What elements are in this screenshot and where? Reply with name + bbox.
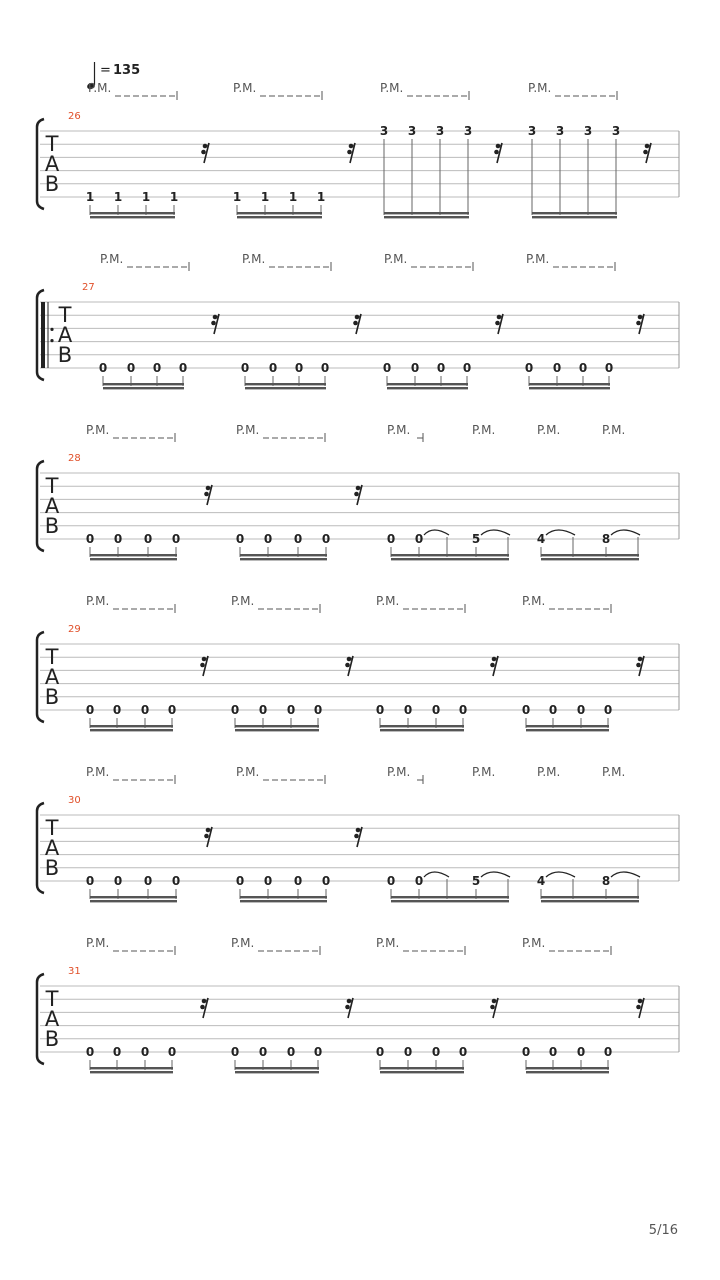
- fret-number: 1: [141, 190, 151, 204]
- fret-number: 0: [263, 874, 273, 888]
- fret-number: 0: [521, 1045, 531, 1059]
- repeat-dot: [50, 328, 53, 331]
- tab-clef-letter: B: [44, 172, 60, 196]
- beam: [103, 387, 184, 389]
- palm-mute-label: P.M.: [100, 252, 124, 266]
- palm-mute-label: P.M.: [231, 936, 255, 950]
- fret-number: 0: [313, 703, 323, 717]
- fret-number: 0: [552, 361, 562, 375]
- fret-number: 0: [126, 361, 136, 375]
- tab-clef-letter: A: [44, 494, 60, 518]
- sixteenth-rest-icon: [490, 656, 498, 676]
- beam: [391, 554, 509, 556]
- palm-mute-label: P.M.: [526, 252, 550, 266]
- beam: [237, 216, 322, 218]
- tab-clef-letter: B: [44, 1027, 60, 1051]
- palm-mute-label: P.M.: [528, 81, 552, 95]
- fret-number: 0: [293, 532, 303, 546]
- fret-number: 0: [576, 1045, 586, 1059]
- sixteenth-rest-icon: [490, 998, 498, 1018]
- tempo-bpm: 135: [113, 63, 141, 78]
- beam: [235, 1071, 319, 1073]
- beam: [90, 216, 175, 218]
- measure-number: 29: [68, 624, 81, 635]
- fret-number: 0: [386, 532, 396, 546]
- rest-flag: [494, 150, 499, 155]
- rest-flag: [353, 321, 358, 326]
- tie-arc: [611, 872, 640, 877]
- tie-arc: [546, 530, 575, 535]
- fret-number: 0: [410, 361, 420, 375]
- tab-system: [37, 936, 679, 1073]
- beam: [526, 725, 609, 727]
- beam: [384, 216, 469, 218]
- beam: [541, 900, 639, 902]
- fret-number: 0: [286, 703, 296, 717]
- sixteenth-rest-icon: [495, 314, 503, 334]
- fret-number: 3: [407, 124, 417, 138]
- fret-number: 4: [536, 874, 546, 888]
- tab-clef-letter: A: [44, 836, 60, 860]
- tie-arc: [611, 530, 640, 535]
- tab-clef-letter: B: [44, 685, 60, 709]
- fret-number: 3: [583, 124, 593, 138]
- fret-number: 0: [578, 361, 588, 375]
- beam: [90, 729, 173, 731]
- palm-mute-label: P.M.: [387, 423, 411, 437]
- page-number: 5/16: [648, 1223, 678, 1238]
- sixteenth-rest-icon: [353, 314, 361, 334]
- fret-number: 0: [414, 532, 424, 546]
- beam: [380, 1067, 464, 1069]
- measure-number: 28: [68, 453, 81, 464]
- rest-flag: [347, 150, 352, 155]
- sixteenth-rest-icon: [204, 827, 212, 847]
- rest-flag: [636, 1005, 641, 1010]
- fret-number: 0: [240, 361, 250, 375]
- beam: [235, 725, 319, 727]
- beam: [526, 1071, 609, 1073]
- fret-number: 0: [85, 532, 95, 546]
- fret-number: 1: [113, 190, 123, 204]
- fret-number: 0: [112, 703, 122, 717]
- tab-clef-letter: B: [44, 856, 60, 880]
- beam: [384, 212, 469, 214]
- beam: [532, 212, 617, 214]
- fret-number: 0: [321, 874, 331, 888]
- fret-number: 3: [611, 124, 621, 138]
- rest-flag: [495, 321, 500, 326]
- tie-arc: [546, 872, 575, 877]
- fret-number: 0: [167, 703, 177, 717]
- fret-number: 0: [436, 361, 446, 375]
- measure-number: 31: [68, 966, 81, 977]
- beam: [391, 900, 509, 902]
- beam: [380, 725, 464, 727]
- fret-number: 0: [140, 703, 150, 717]
- fret-number: 0: [403, 1045, 413, 1059]
- fret-number: 0: [603, 1045, 613, 1059]
- beam: [245, 383, 326, 385]
- fret-number: 0: [521, 703, 531, 717]
- beam: [541, 554, 639, 556]
- palm-mute-label: P.M.: [376, 594, 400, 608]
- tempo-equals: =: [100, 63, 111, 78]
- fret-number: 0: [85, 1045, 95, 1059]
- system-bracket: [37, 632, 44, 722]
- tab-clef-letter: A: [44, 1007, 60, 1031]
- tab-clef-letter: B: [44, 514, 60, 538]
- beam: [90, 212, 175, 214]
- beam: [387, 387, 468, 389]
- rest-flag: [200, 663, 205, 668]
- palm-mute-label: P.M.: [86, 765, 110, 779]
- measure-number: 27: [82, 282, 95, 293]
- rest-flag: [204, 492, 209, 497]
- fret-number: 0: [548, 1045, 558, 1059]
- rest-flag: [490, 663, 495, 668]
- palm-mute-label: P.M.: [231, 594, 255, 608]
- tie-arc: [424, 872, 449, 877]
- beam: [380, 1071, 464, 1073]
- fret-number: 0: [235, 874, 245, 888]
- sixteenth-rest-icon: [494, 143, 502, 163]
- rest-flag: [211, 321, 216, 326]
- palm-mute-label: P.M.: [522, 936, 546, 950]
- beam: [529, 387, 610, 389]
- fret-number: 0: [85, 703, 95, 717]
- fret-number: 0: [167, 1045, 177, 1059]
- fret-number: 0: [143, 874, 153, 888]
- sixteenth-rest-icon: [354, 485, 362, 505]
- rest-flag: [490, 1005, 495, 1010]
- fret-number: 0: [431, 703, 441, 717]
- fret-number: 3: [463, 124, 473, 138]
- sixteenth-rest-icon: [211, 314, 219, 334]
- fret-number: 0: [85, 874, 95, 888]
- tie-arc: [481, 872, 510, 877]
- beam: [387, 383, 468, 385]
- beam: [541, 896, 639, 898]
- tab-system: [37, 765, 679, 902]
- beam: [90, 900, 177, 902]
- measure-number: 30: [68, 795, 81, 806]
- beam: [245, 387, 326, 389]
- fret-number: 0: [576, 703, 586, 717]
- beam: [391, 896, 509, 898]
- fret-number: 0: [462, 361, 472, 375]
- tab-clef-letter: T: [45, 132, 59, 156]
- fret-number: 1: [316, 190, 326, 204]
- palm-mute-label: P.M.: [86, 423, 110, 437]
- sixteenth-rest-icon: [636, 656, 644, 676]
- palm-mute-label: P.M.: [602, 423, 626, 437]
- fret-number: 0: [258, 703, 268, 717]
- fret-number: 0: [403, 703, 413, 717]
- fret-number: 0: [294, 361, 304, 375]
- fret-number: 0: [524, 361, 534, 375]
- beam: [235, 1067, 319, 1069]
- fret-number: 1: [85, 190, 95, 204]
- tab-clef-letter: T: [45, 816, 59, 840]
- fret-number: 0: [112, 1045, 122, 1059]
- palm-mute-label: P.M.: [537, 765, 561, 779]
- fret-number: 4: [536, 532, 546, 546]
- sixteenth-rest-icon: [200, 656, 208, 676]
- fret-number: 0: [458, 1045, 468, 1059]
- fret-number: 3: [435, 124, 445, 138]
- palm-mute-label: P.M.: [602, 765, 626, 779]
- fret-number: 0: [171, 532, 181, 546]
- sixteenth-rest-icon: [345, 998, 353, 1018]
- tab-clef-letter: A: [44, 665, 60, 689]
- palm-mute-label: P.M.: [522, 594, 546, 608]
- fret-number: 1: [260, 190, 270, 204]
- tab-clef-letter: T: [45, 645, 59, 669]
- fret-number: 0: [604, 361, 614, 375]
- fret-number: 8: [601, 532, 611, 546]
- beam: [240, 558, 327, 560]
- system-bracket: [37, 803, 44, 893]
- beam: [541, 558, 639, 560]
- beam: [90, 554, 177, 556]
- tab-clef-letter: T: [45, 987, 59, 1011]
- rest-flag: [200, 1005, 205, 1010]
- system-bracket: [37, 119, 44, 209]
- fret-number: 3: [379, 124, 389, 138]
- fret-number: 0: [603, 703, 613, 717]
- fret-number: 0: [321, 532, 331, 546]
- fret-number: 0: [313, 1045, 323, 1059]
- beam: [90, 1071, 173, 1073]
- fret-number: 0: [171, 874, 181, 888]
- rest-flag: [354, 492, 359, 497]
- rest-flag: [643, 150, 648, 155]
- palm-mute-label: P.M.: [236, 423, 260, 437]
- fret-number: 0: [414, 874, 424, 888]
- beam: [526, 729, 609, 731]
- tab-clef-letter: T: [45, 474, 59, 498]
- fret-number: 0: [235, 532, 245, 546]
- beam: [237, 212, 322, 214]
- beam: [90, 725, 173, 727]
- sixteenth-rest-icon: [347, 143, 355, 163]
- fret-number: 1: [169, 190, 179, 204]
- rest-flag: [345, 663, 350, 668]
- beam: [529, 383, 610, 385]
- palm-mute-label: P.M.: [376, 936, 400, 950]
- fret-number: 0: [293, 874, 303, 888]
- palm-mute-label: P.M.: [472, 423, 496, 437]
- tab-clef-letter: B: [57, 343, 73, 367]
- tab-clef-letter: T: [58, 303, 72, 327]
- tab-system: [37, 423, 679, 560]
- fret-number: 0: [113, 874, 123, 888]
- tab-system: [37, 81, 679, 218]
- fret-number: 0: [431, 1045, 441, 1059]
- palm-mute-label: P.M.: [86, 936, 110, 950]
- sixteenth-rest-icon: [201, 143, 209, 163]
- rest-flag: [636, 663, 641, 668]
- fret-number: 0: [375, 703, 385, 717]
- beam: [235, 729, 319, 731]
- fret-number: 8: [601, 874, 611, 888]
- fret-number: 0: [258, 1045, 268, 1059]
- fret-number: 0: [320, 361, 330, 375]
- palm-mute-label: P.M.: [384, 252, 408, 266]
- repeat-dot: [50, 339, 53, 342]
- fret-number: 0: [458, 703, 468, 717]
- beam: [391, 558, 509, 560]
- fret-number: 0: [268, 361, 278, 375]
- palm-mute-label: P.M.: [537, 423, 561, 437]
- beam: [380, 729, 464, 731]
- beam: [240, 896, 327, 898]
- fret-number: 0: [386, 874, 396, 888]
- beam: [90, 1067, 173, 1069]
- fret-number: 3: [527, 124, 537, 138]
- rest-flag: [345, 1005, 350, 1010]
- fret-number: 0: [230, 1045, 240, 1059]
- beam: [90, 558, 177, 560]
- fret-number: 0: [143, 532, 153, 546]
- palm-mute-label: P.M.: [236, 765, 260, 779]
- fret-number: 0: [230, 703, 240, 717]
- beam: [526, 1067, 609, 1069]
- tab-system: [37, 252, 679, 389]
- tie-arc: [481, 530, 510, 535]
- palm-mute-label: P.M.: [233, 81, 257, 95]
- repeat-thick-bar: [41, 302, 45, 368]
- fret-number: 1: [232, 190, 242, 204]
- palm-mute-label: P.M.: [86, 594, 110, 608]
- fret-number: 0: [382, 361, 392, 375]
- beam: [532, 216, 617, 218]
- fret-number: 0: [548, 703, 558, 717]
- fret-number: 0: [286, 1045, 296, 1059]
- tie-arc: [424, 530, 449, 535]
- system-bracket: [37, 974, 44, 1064]
- sixteenth-rest-icon: [345, 656, 353, 676]
- tab-clef-letter: A: [57, 323, 73, 347]
- sixteenth-rest-icon: [354, 827, 362, 847]
- beam: [90, 896, 177, 898]
- rest-flag: [204, 834, 209, 839]
- fret-number: 0: [113, 532, 123, 546]
- fret-number: 0: [375, 1045, 385, 1059]
- sixteenth-rest-icon: [643, 143, 651, 163]
- fret-number: 3: [555, 124, 565, 138]
- fret-number: 0: [263, 532, 273, 546]
- palm-mute-label: P.M.: [242, 252, 266, 266]
- sixteenth-rest-icon: [636, 998, 644, 1018]
- fret-number: 1: [288, 190, 298, 204]
- fret-number: 0: [152, 361, 162, 375]
- palm-mute-label: P.M.: [472, 765, 496, 779]
- rest-flag: [354, 834, 359, 839]
- fret-number: 5: [471, 874, 481, 888]
- beam: [240, 900, 327, 902]
- beam: [103, 383, 184, 385]
- fret-number: 0: [140, 1045, 150, 1059]
- palm-mute-label: P.M.: [387, 765, 411, 779]
- sixteenth-rest-icon: [200, 998, 208, 1018]
- fret-number: 0: [98, 361, 108, 375]
- fret-number: 5: [471, 532, 481, 546]
- palm-mute-label: P.M.: [88, 81, 112, 95]
- sixteenth-rest-icon: [636, 314, 644, 334]
- beam: [240, 554, 327, 556]
- rest-flag: [201, 150, 206, 155]
- tab-system: [37, 594, 679, 731]
- tab-clef-letter: A: [44, 152, 60, 176]
- palm-mute-label: P.M.: [380, 81, 404, 95]
- system-bracket: [37, 461, 44, 551]
- sixteenth-rest-icon: [204, 485, 212, 505]
- systems: [37, 81, 679, 1073]
- measure-number: 26: [68, 111, 81, 122]
- fret-number: 0: [178, 361, 188, 375]
- rest-flag: [636, 321, 641, 326]
